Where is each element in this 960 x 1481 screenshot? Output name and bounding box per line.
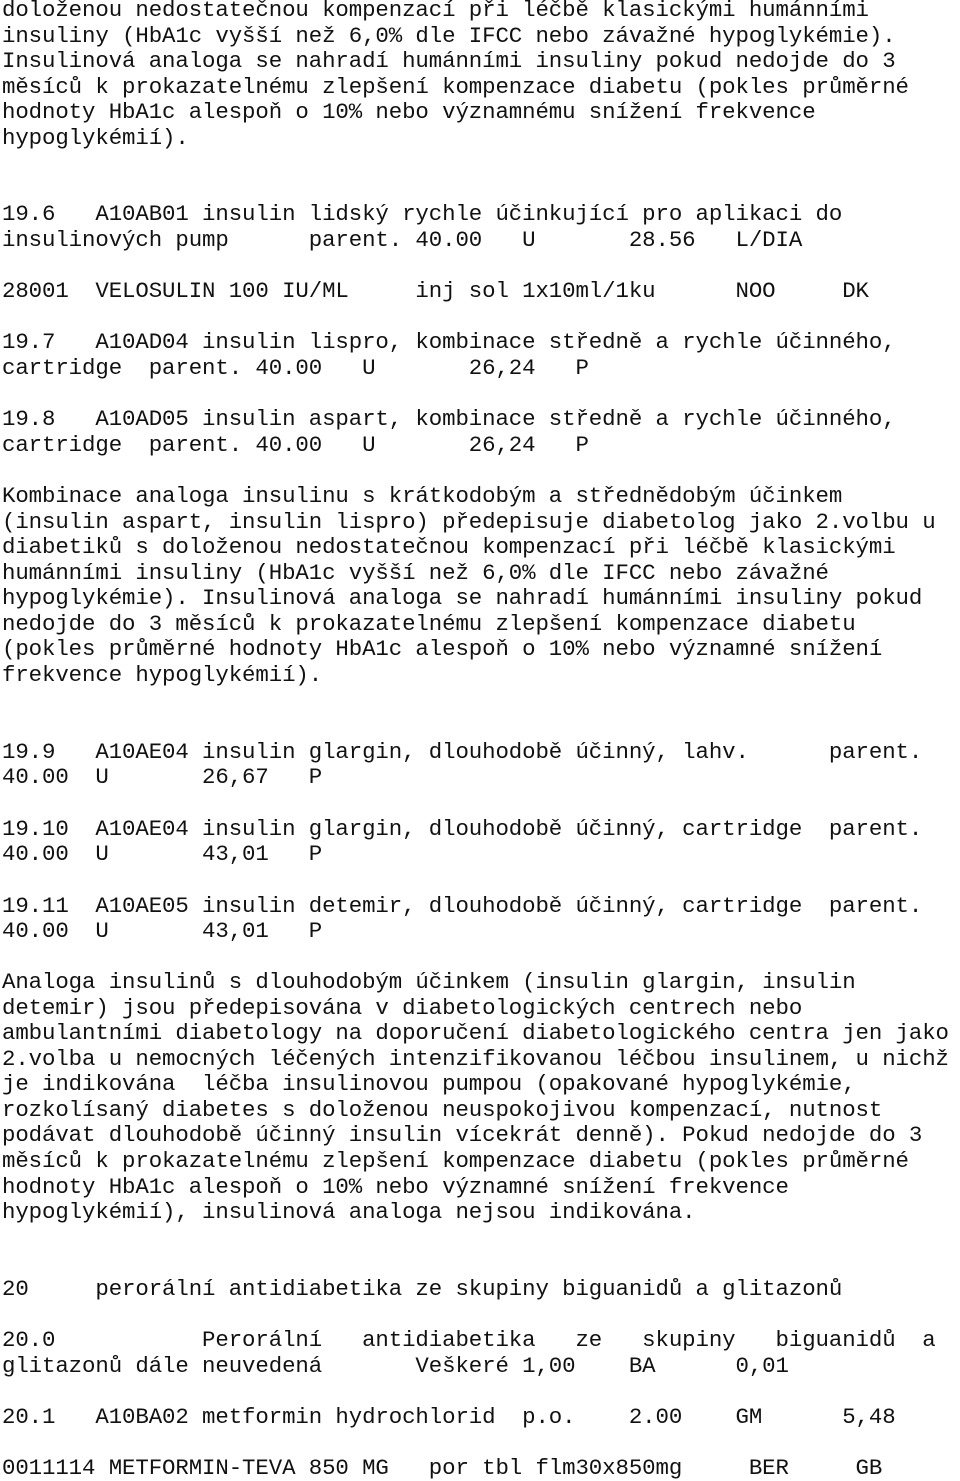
text-line: hodnoty HbA1c alespoň o 10% nebo významnému snížení frekvence [2, 99, 816, 125]
text-line: 19.6 A10AB01 insulin lidský rychle účinkující pro aplikaci do [2, 201, 843, 227]
text-line: 20.0 Perorální antidiabetika ze skupiny biguanidů a [2, 1327, 936, 1353]
text-line: 19.7 A10AD04 insulin lispro, kombinace středně a rychle účinného, [2, 329, 896, 355]
text-line: nedojde do 3 měsíců k prokazatelnému zlepšení kompenzace diabetu [2, 611, 856, 637]
text-line: Insulinová analoga se nahradí humánními insuliny pokud nedojde do 3 [2, 48, 896, 74]
text-line: 2.volba u nemocných léčených intenzifikovanou léčbou insulinem, u nichž [2, 1046, 949, 1072]
text-line: diabetiků s doloženou nedostatečnou kompenzací při léčbě klasickými [2, 534, 896, 560]
text-line: glitazonů dále neuvedená Veškeré 1,00 BA 0,01 [2, 1353, 789, 1379]
text-line: Analoga insulinů s dlouhodobým účinkem (insulin glargin, insulin [2, 969, 856, 995]
text-line: 0011114 METFORMIN-TEVA 850 MG por tbl flm30x850mg BER GB [2, 1455, 883, 1481]
text-line: 19.11 A10AE05 insulin detemir, dlouhodobě účinný, cartridge parent. [2, 893, 923, 919]
text-line: 19.10 A10AE04 insulin glargin, dlouhodobě účinný, cartridge parent. [2, 816, 923, 842]
text-line: 19.9 A10AE04 insulin glargin, dlouhodobě účinný, lahv. parent. [2, 739, 923, 765]
text-line: hypoglykémií), insulinová analoga nejsou indikována. [2, 1199, 696, 1225]
text-line: humánními insuliny (HbA1c vyšší než 6,0% dle IFCC nebo závažné [2, 560, 829, 586]
text-line: rozkolísaný diabetes s doloženou neuspokojivou kompenzací, nutnost [2, 1097, 883, 1123]
text-line: Kombinace analoga insulinu s krátkodobým a střednědobým účinkem [2, 483, 843, 509]
text-line: měsíců k prokazatelnému zlepšení kompenzace diabetu (pokles průměrné [2, 1148, 909, 1174]
text-line: je indikována léčba insulinovou pumpou (opakované hypoglykémie, [2, 1071, 856, 1097]
text-line: 40.00 U 43,01 P [2, 841, 323, 867]
text-line: 28001 VELOSULIN 100 IU/ML inj sol 1x10ml/1ku NOO DK [2, 278, 869, 304]
text-line: frekvence hypoglykémií). [2, 662, 323, 688]
text-line: 40.00 U 43,01 P [2, 918, 323, 944]
text-line: ambulantními diabetology na doporučení diabetologického centra jen jako [2, 1020, 949, 1046]
text-line: podávat dlouhodobě účinný insulin vícekrát denně). Pokud nedojde do 3 [2, 1122, 923, 1148]
text-line: 19.8 A10AD05 insulin aspart, kombinace středně a rychle účinného, [2, 406, 896, 432]
text-line: insulinových pump parent. 40.00 U 28.56 L/DIA [2, 227, 803, 253]
text-line: hypoglykémie). Insulinová analoga se nahradí humánními insuliny pokud [2, 585, 923, 611]
section-heading: 20 perorální antidiabetika ze skupiny biguanidů a glitazonů [2, 1276, 843, 1302]
text-line: detemir) jsou předepisována v diabetologických centrech nebo [2, 995, 803, 1021]
text-line: hypoglykémií). [2, 125, 189, 151]
text-line: měsíců k prokazatelnému zlepšení kompenzace diabetu (pokles průměrné [2, 74, 909, 100]
text-line: cartridge parent. 40.00 U 26,24 P [2, 355, 589, 381]
text-line: (insulin aspart, insulin lispro) předepisuje diabetolog jako 2.volbu u [2, 509, 936, 535]
text-line: hodnoty HbA1c alespoň o 10% nebo významné snížení frekvence [2, 1174, 789, 1200]
text-line: (pokles průměrné hodnoty HbA1c alespoň o 10% nebo významné snížení [2, 636, 883, 662]
text-line: cartridge parent. 40.00 U 26,24 P [2, 432, 589, 458]
text-line: 40.00 U 26,67 P [2, 764, 323, 790]
text-line: doloženou nedostatečnou kompenzací při léčbě klasickými humánními [2, 0, 869, 23]
text-line: 20.1 A10BA02 metformin hydrochlorid p.o. 2.00 GM 5,48 [2, 1404, 896, 1430]
text-line: insuliny (HbA1c vyšší než 6,0% dle IFCC nebo závažné hypoglykémie). [2, 23, 896, 49]
